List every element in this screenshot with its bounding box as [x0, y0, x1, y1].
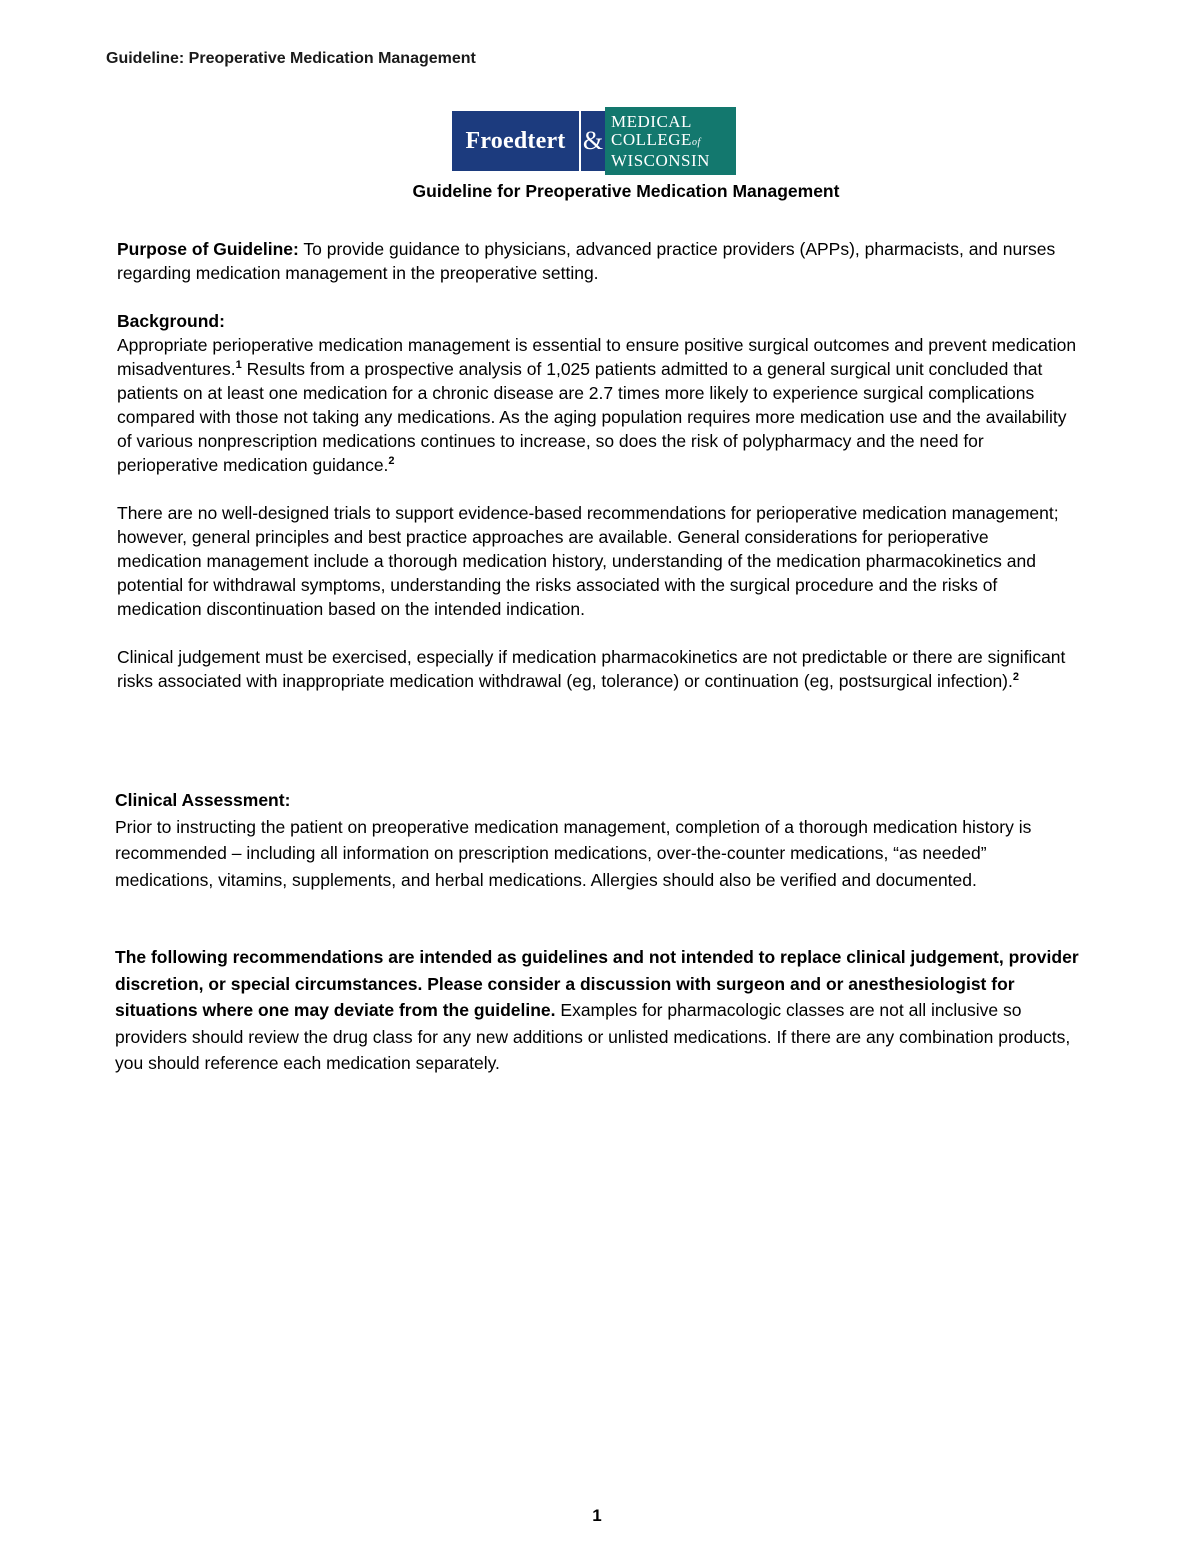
reference-2: 2	[388, 455, 395, 468]
logo-ampersand: &	[579, 111, 605, 171]
reference-2b: 2	[1012, 671, 1019, 684]
purpose-text: To provide guidance to physicians, advanced practice providers (APPs), pharmacists, and nurses regarding medication management in the preoperative setting.	[117, 239, 1056, 283]
logo-college: COLLEGE	[611, 129, 692, 149]
background-paragraph-2: There are no well-designed trials to support evidence-based recommendations for perioperative medication management; however, general principles and best practice approaches are available. General considerations for perioperative medication management include a thorough medication history, understanding of the medication pharmacokinetics and potential for withdrawal symptoms, understanding the risks associated with the surgical procedure and the risks of medication discontinuation based on the intended indication.	[117, 503, 1059, 619]
main-content	[117, 237, 1077, 693]
recommendations-text: Examples for pharmacologic classes are not all inclusive so providers should review the drug class for any new additions or unlisted medications. If there are any combination products, you should reference each medication separately.	[115, 1000, 1071, 1073]
logo-mcw-line2	[611, 131, 736, 152]
background-paragraph-1: Appropriate perioperative medication management is essential to ensure positive surgical outcomes and prevent medication misadventures.$^1$ Results from a prospective analysis of 1,025 patients admitted to a general surgical unit concluded that patients on at least one medication for a chronic disease are 2.7 times more likely to experience surgical complications compared with those not taking any medications. As the aging population requires more medication use and the availability of various nonprescription medications continues to increase, so does the risk of polypharmacy and the need for perioperative medication guidance.$^2$	[117, 335, 1077, 475]
clinical-assessment-text: Prior to instructing the patient on preoperative medication management, completion of a thorough medication history is recommended – including all information on prescription medications, over-the-counter medications, “as needed” medications, vitamins, supplements, and herbal medications. Allergies should also be verified and documented.	[115, 816, 1032, 890]
document-title: Guideline for Preoperative Medication Management	[412, 181, 840, 201]
logo-mcw	[605, 107, 736, 175]
logo-froedtert: Froedtert	[452, 111, 579, 171]
logo-mcw-line1: MEDICAL	[611, 111, 692, 131]
clinical-assessment-section	[115, 787, 1085, 893]
running-header: Guideline: Preoperative Medication Management	[106, 50, 476, 67]
recommendations-paragraph	[115, 944, 1095, 1077]
recommendations-section	[115, 944, 1095, 1077]
background-heading: Background:	[117, 311, 225, 331]
recommendations-bold: The following recommendations are intended as guidelines and not intended to replace clinical judgement, provider discretion, or special circumstances. Please consider a discussion with surgeon and or anesthesiologist for situations where one may deviate from the guideline.	[115, 947, 1079, 1020]
logo-of: of	[691, 136, 701, 148]
logo-mcw-line3: WISCONSIN	[611, 150, 710, 170]
purpose-label: Purpose of Guideline:	[117, 239, 299, 259]
reference-1: 1	[235, 359, 242, 372]
purpose-paragraph	[117, 237, 1077, 285]
institution-logo	[452, 107, 736, 175]
clinical-assessment-heading: Clinical Assessment:	[115, 790, 291, 810]
page-number: 1	[592, 1506, 602, 1525]
background-paragraph-3: Clinical judgement must be exercised, especially if medication pharmacokinetics are not predictable or there are significant risks associated with inappropriate medication withdrawal (eg, tolerance) or continuation (eg, postsurgical infection).$^2$	[117, 647, 1066, 691]
